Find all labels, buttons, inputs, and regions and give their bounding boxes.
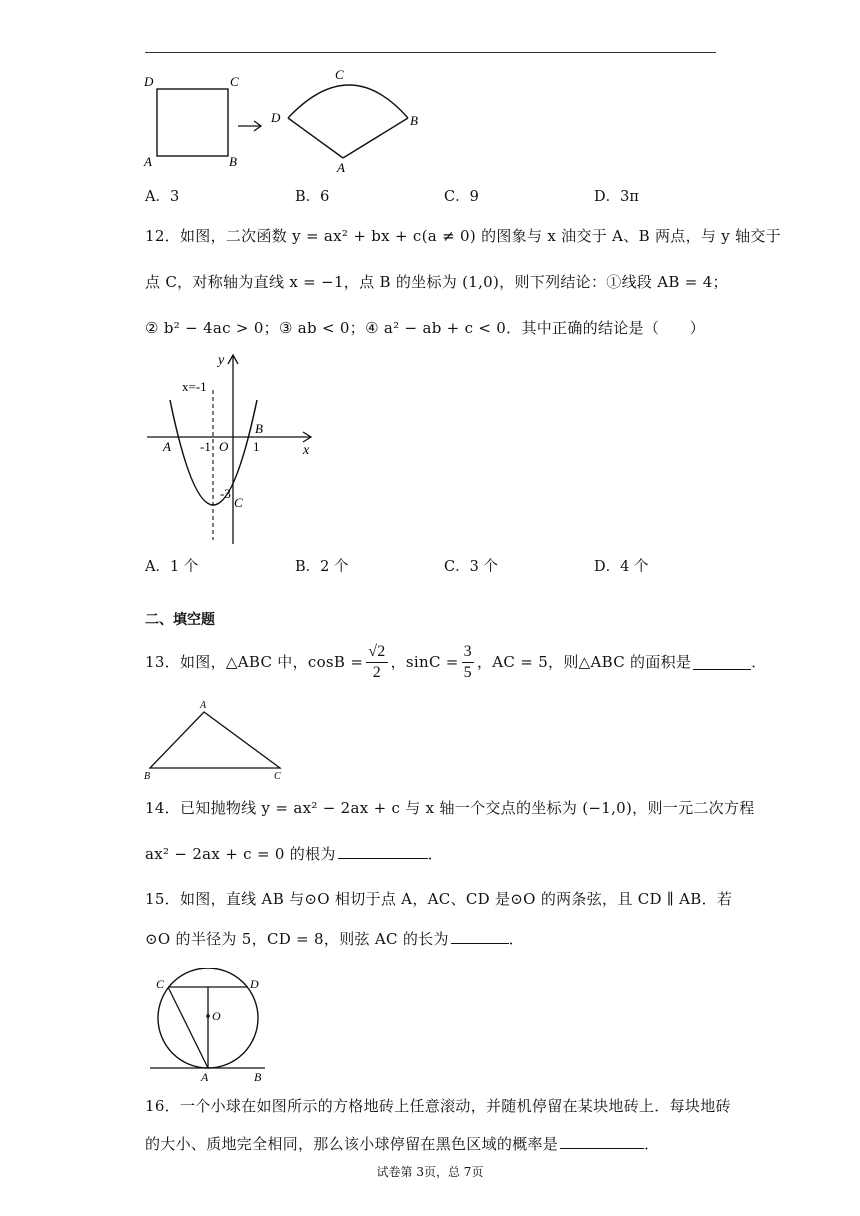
q12-label-y: y (218, 353, 225, 368)
q13-sin-fraction (462, 644, 474, 681)
q15-label-o: O (212, 1009, 221, 1023)
q13-suffix: ，AC = 5，则△ABC 的面积是 (476, 653, 692, 671)
q15-label-d: D (250, 977, 259, 991)
q13-label-b: B (144, 771, 151, 782)
q15-circle-figure (140, 968, 275, 1082)
q13-prefix: 13．如图，△ABC 中，cosB = (145, 653, 364, 671)
page-footer: 试卷第 3页，总 7页 (376, 1165, 484, 1179)
q11-arc-label-c: C (335, 67, 344, 82)
q11-option-c: C．9 (444, 189, 479, 205)
q16-answer-blank[interactable] (560, 1134, 644, 1149)
q14-end: ． (427, 845, 443, 863)
q15-line-1: 15．如图，直线 AB 与⊙O 相切于点 A，AC、CD 是⊙O 的两条弦，且 CD ∥ AB．若 (145, 890, 733, 908)
q12-label-a: A (163, 439, 171, 454)
q12-label-b: B (255, 421, 263, 436)
q11-arc-label-d: D (271, 110, 281, 125)
q11-square-label-c: C (230, 74, 239, 89)
q11-option-a: A．3 (145, 189, 180, 205)
q14-line-1: 14．已知抛物线 y = ax² − 2ax + c 与 x 轴一个交点的坐标为 (−1,0)，则一元二次方程 (145, 799, 755, 817)
q12-line-3: ② b² − 4ac > 0；③ ab < 0；④ a² − ab + c < 0．其中正确的结论是（ ） (145, 319, 706, 337)
q16-end: ． (644, 1135, 660, 1153)
section-title-fill-in: 二、填空题 (145, 612, 215, 628)
q12-line-2: 点 C，对称轴为直线 x = −1，点 B 的坐标为 (1,0)，则下列结论：①线段 AB = 4； (145, 273, 728, 291)
q15-label-a: A (201, 1070, 209, 1082)
q16-line-2 (145, 1134, 659, 1154)
q13-answer-blank[interactable] (693, 655, 751, 670)
q13-cos-denominator: 2 (372, 663, 382, 681)
q13-end: ． (751, 653, 767, 671)
q12-label-x: x (303, 443, 310, 458)
q15-answer-blank[interactable] (451, 929, 509, 944)
q15-line-2 (145, 929, 524, 949)
q13-label-c: C (274, 771, 281, 782)
q12-label-neg3: -3 (220, 486, 231, 501)
q15-label-c: C (156, 977, 165, 991)
q14-answer-blank[interactable] (338, 844, 428, 859)
q13-sin-numerator: 3 (462, 644, 474, 663)
q11-option-d: D．3π (594, 189, 639, 205)
q13-cos-fraction (366, 644, 387, 681)
q12-parabola-graph (145, 350, 325, 548)
q13-line (145, 640, 767, 684)
q11-option-b: B．6 (295, 189, 330, 205)
q11-arc-label-b: B (410, 113, 418, 128)
q16-line-1: 16．一个小球在如图所示的方格地砖上任意滚动，并随机停留在某块地砖上．每块地砖 (145, 1097, 731, 1115)
q12-label-one: 1 (253, 439, 260, 454)
q12-option-d: D．4 个 (594, 559, 649, 575)
q12-label-c: C (234, 495, 243, 510)
q11-square-label-b: B (229, 154, 237, 169)
q11-square-label-a: A (144, 154, 152, 169)
header-rule (145, 52, 716, 53)
q12-label-neg1: -1 (200, 439, 211, 454)
q14-line-2-text: ax² − 2ax + c = 0 的根为 (145, 845, 336, 863)
q11-arc-label-a: A (337, 160, 345, 175)
q15-line-2-text: ⊙O 的半径为 5，CD = 8，则弦 AC 的长为 (145, 930, 449, 948)
q13-sin-denominator: 5 (463, 663, 472, 681)
q12-label-sym: x=-1 (182, 379, 207, 394)
q16-line-2-text: 的大小、质地完全相同，那么该小球停留在黑色区域的概率是 (145, 1135, 559, 1153)
q12-option-a: A．1 个 (145, 559, 199, 575)
q13-label-a: A (200, 700, 207, 711)
q12-line-1: 12．如图，二次函数 y = ax² + bx + c(a ≠ 0) 的图象与 x 油交于 A、B 两点，与 y 轴交于 (145, 227, 781, 245)
q14-line-2 (145, 844, 443, 864)
q13-cos-numerator: √2 (366, 644, 387, 663)
q12-label-o: O (219, 439, 229, 454)
q11-square-label-d: D (144, 74, 154, 89)
q15-end: ． (508, 930, 525, 948)
q12-option-b: B．2 个 (295, 559, 349, 575)
q11-figure (140, 66, 440, 184)
q13-triangle-figure (140, 698, 290, 784)
q12-option-c: C．3 个 (444, 559, 498, 575)
q15-label-b: B (254, 1070, 262, 1082)
q13-mid: ，sinC = (390, 653, 459, 671)
